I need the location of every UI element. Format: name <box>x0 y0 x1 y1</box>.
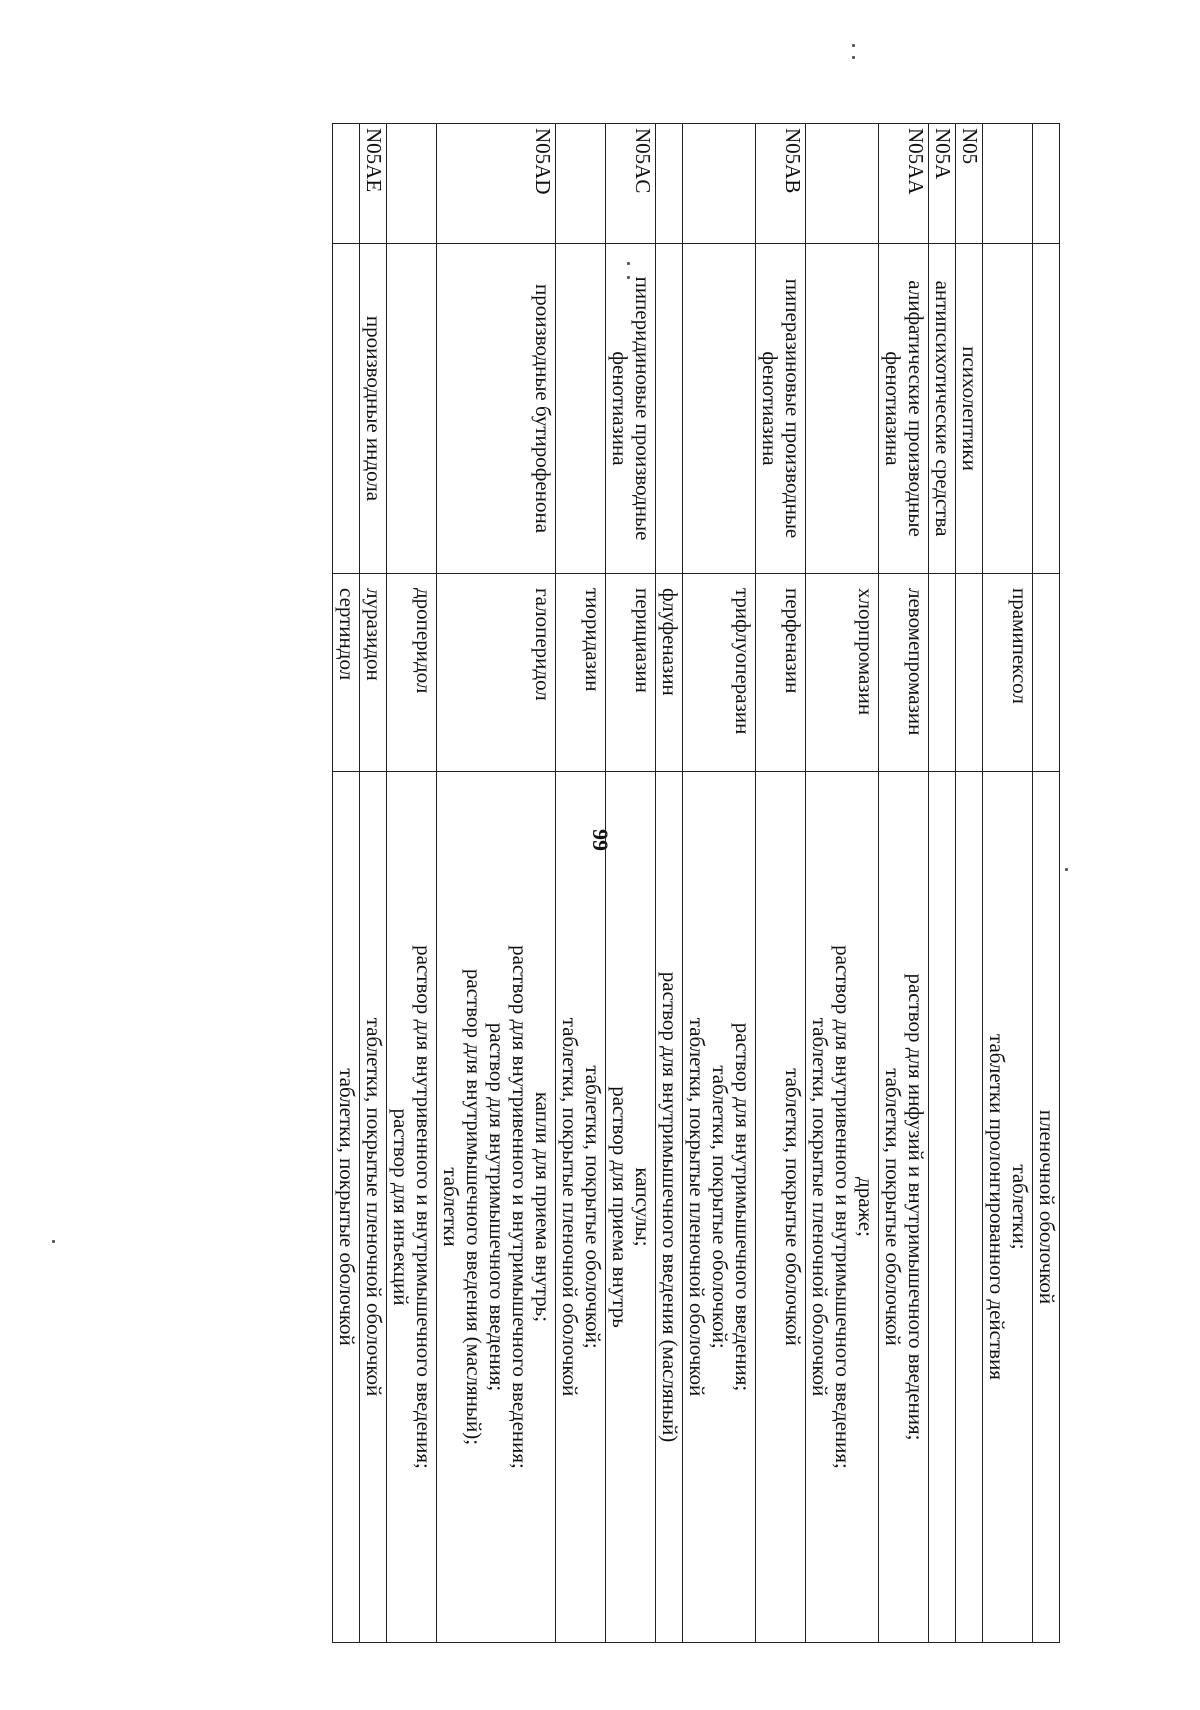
dosage-form-line: раствор для внутривенного и внутримышечного введения; <box>508 945 532 1469</box>
dosage-form-line: пленочной оболочкой <box>1035 1109 1059 1305</box>
dosage-forms-cell <box>1033 771 1059 1643</box>
group-cell: алифатические производные фенотиазина <box>879 243 928 573</box>
inn-cell: луразидон <box>360 573 386 771</box>
inn-cell: левомепромазин <box>879 573 928 771</box>
atc-code-cell <box>556 123 605 243</box>
atc-code-cell <box>1033 123 1059 243</box>
dosage-forms-cell <box>333 771 359 1643</box>
scan-speck <box>852 44 855 47</box>
dosage-form-line: таблетки пролонгированного действия <box>985 1034 1009 1380</box>
rotated-content <box>150 123 1060 1643</box>
group-cell: пиперазиновые производные фенотиазина <box>756 243 805 573</box>
dosage-forms-cell <box>606 771 655 1643</box>
dosage-forms-cell <box>983 771 1032 1643</box>
dosage-forms-cell <box>656 771 682 1643</box>
inn-cell: галоперидол <box>437 573 555 771</box>
inn-cell <box>929 573 955 771</box>
atc-code-cell: N05AB <box>756 123 805 243</box>
dosage-form-line: таблетки <box>439 1167 463 1247</box>
inn-cell <box>1033 573 1059 771</box>
inn-cell: прамипексол <box>983 573 1032 771</box>
group-cell: психолептики <box>956 243 982 573</box>
dosage-forms-cell <box>756 771 805 1643</box>
dosage-forms-cell <box>360 771 386 1643</box>
dosage-form-line: таблетки, покрытые пленочной оболочкой <box>362 1017 386 1397</box>
rotated-page-area <box>150 123 1060 1643</box>
group-cell <box>806 243 878 573</box>
group-cell <box>683 243 755 573</box>
dosage-forms-cell <box>879 771 928 1643</box>
medicines-table <box>332 123 1060 1643</box>
dosage-form-line: драже; <box>854 1177 878 1237</box>
atc-code-cell: N05AD <box>437 123 555 243</box>
dosage-form-line: таблетки, покрытые пленочной оболочкой <box>685 1017 709 1397</box>
table-row <box>655 123 682 1643</box>
group-cell: производные индола <box>360 243 386 573</box>
atc-code-cell: N05 <box>956 123 982 243</box>
dosage-form-line: раствор для внутривенного и внутримышечного введения; <box>412 945 436 1469</box>
inn-cell: хлорпромазин <box>806 573 878 771</box>
table-row <box>436 123 555 1643</box>
table-row <box>359 123 386 1643</box>
group-cell <box>556 243 605 573</box>
dosage-forms-cell <box>956 771 982 1643</box>
dosage-form-line: таблетки, покрытые оболочкой; <box>708 1065 732 1349</box>
dosage-form-line: раствор для инфузий и внутримышечного введения; <box>904 973 928 1441</box>
group-cell <box>656 243 682 573</box>
inn-cell: трифлуоперазин <box>683 573 755 771</box>
dosage-form-line: таблетки, покрытые оболочкой <box>335 1068 359 1346</box>
scan-speck <box>52 1240 55 1243</box>
inn-cell: перициазин <box>606 573 655 771</box>
atc-code-cell <box>983 123 1032 243</box>
atc-code-cell: N05AA <box>879 123 928 243</box>
group-cell <box>387 243 436 573</box>
table-row <box>955 123 982 1643</box>
dosage-form-line: таблетки, покрытые оболочкой <box>881 1068 905 1346</box>
atc-code-cell <box>806 123 878 243</box>
dosage-form-line: капли для приема внутрь; <box>531 1091 555 1323</box>
group-cell: производные бутирофенона <box>437 243 555 573</box>
inn-cell: тиоридазин <box>556 573 605 771</box>
inn-cell: флуфеназин <box>656 573 682 771</box>
dosage-form-line: раствор для внутримышечного введения (масляный) <box>658 971 682 1443</box>
dosage-forms-cell <box>806 771 878 1643</box>
dosage-forms-cell <box>556 771 605 1643</box>
table-row <box>386 123 436 1643</box>
group-cell <box>333 243 359 573</box>
dosage-form-line: раствор для внутримышечного введения; <box>485 1022 509 1392</box>
atc-code-cell <box>333 123 359 243</box>
inn-cell: перфеназин <box>756 573 805 771</box>
dosage-form-line: капсулы; <box>631 1167 655 1247</box>
dosage-form-line: таблетки; <box>1008 1164 1032 1250</box>
table-row <box>682 123 755 1643</box>
atc-code-cell: N05A <box>929 123 955 243</box>
atc-code-cell: N05AC <box>606 123 655 243</box>
dosage-forms-cell <box>929 771 955 1643</box>
inn-cell: дроперидол <box>387 573 436 771</box>
atc-code-cell <box>656 123 682 243</box>
inn-cell <box>956 573 982 771</box>
dosage-form-line: раствор для инъекций <box>389 1108 413 1306</box>
dosage-form-line: таблетки, покрытые пленочной оболочкой <box>808 1017 832 1397</box>
inn-cell: сертиндол <box>333 573 359 771</box>
group-cell: антипсихотические средства <box>929 243 955 573</box>
table-row <box>1032 123 1060 1643</box>
dosage-form-line: таблетки, покрытые пленочной оболочкой <box>558 1017 582 1397</box>
dosage-forms-cell <box>683 771 755 1643</box>
group-cell <box>1033 243 1059 573</box>
dosage-form-line: таблетки, покрытые оболочкой <box>781 1068 805 1346</box>
scan-speck <box>852 56 855 59</box>
table-row <box>605 123 655 1643</box>
atc-code-cell <box>683 123 755 243</box>
table-row <box>928 123 955 1643</box>
dosage-forms-cell <box>387 771 436 1643</box>
dosage-form-line: раствор для приема внутрь <box>608 1086 632 1328</box>
atc-code-cell: N05AE <box>360 123 386 243</box>
group-cell: пиперидиновые производные фенотиазина <box>606 243 655 573</box>
table-row <box>878 123 928 1643</box>
table-row <box>332 123 359 1643</box>
dosage-forms-cell <box>437 771 555 1643</box>
table-row <box>805 123 878 1643</box>
dosage-form-line: раствор для внутримышечного введения (масляный); <box>462 968 486 1446</box>
scan-speck <box>1065 868 1068 871</box>
dosage-form-line: раствор для внутривенного и внутримышечного введения; <box>831 945 855 1469</box>
dosage-form-line: таблетки, покрытые оболочкой; <box>581 1065 605 1349</box>
dosage-form-line: раствор для внутримышечного введения; <box>731 1022 755 1392</box>
table-row <box>555 123 605 1643</box>
atc-code-cell <box>387 123 436 243</box>
table-row <box>982 123 1032 1643</box>
table-row <box>755 123 805 1643</box>
page-number: 99 <box>588 829 613 851</box>
group-cell <box>983 243 1032 573</box>
